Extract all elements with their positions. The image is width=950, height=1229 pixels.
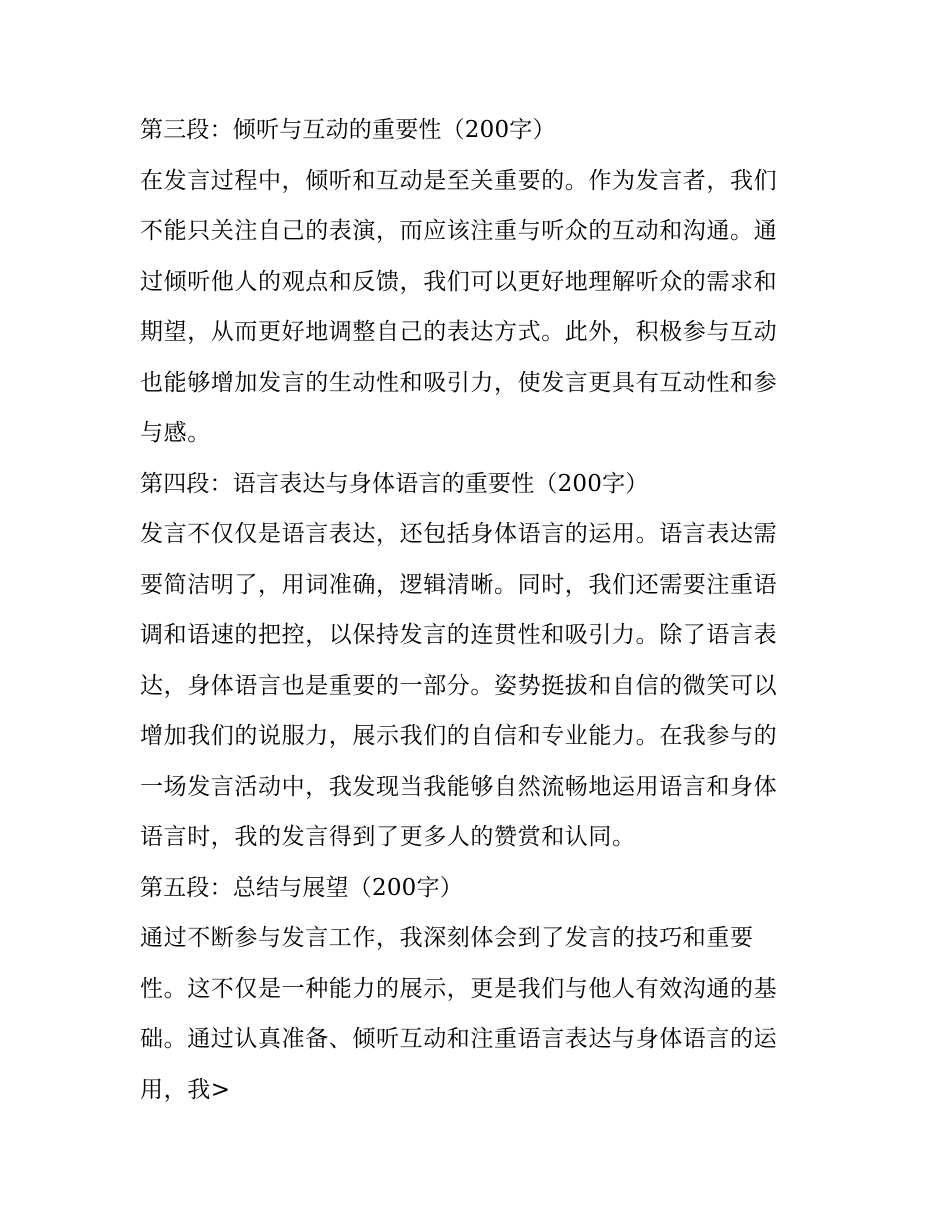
paragraph-line: 在发言过程中，倾听和互动是至关重要的。作为发言者，我们	[140, 167, 778, 194]
section-heading: 第四段：语言表达与身体语言的重要性（200字）	[140, 470, 649, 497]
paragraph-line: 发言不仅仅是语言表达，还包括身体语言的运用。语言表达需	[140, 521, 778, 547]
paragraph-line: 不能只关注自己的表演，而应该注重与听众的互动和沟通。通	[140, 218, 778, 244]
paragraph-line: 一场发言活动中，我发现当我能够自然流畅地运用语言和身体	[140, 773, 778, 800]
section-4	[140, 459, 820, 863]
section-5	[140, 863, 820, 1116]
paragraph-line: 要简洁明了，用词准确，逻辑清晰。同时，我们还需要注重语	[140, 571, 778, 598]
section-heading: 第三段：倾听与互动的重要性（200字）	[140, 117, 556, 143]
paragraph-line: 增加我们的说服力，展示我们的自信和专业能力。在我参与的	[140, 723, 778, 749]
paragraph-line: 达，身体语言也是重要的一部分。姿势挺拔和自信的微笑可以	[140, 672, 778, 699]
paragraph-line: 过倾听他人的观点和反馈，我们可以更好地理解听众的需求和	[140, 268, 778, 295]
section-heading: 第五段：总结与展望（200字）	[140, 874, 463, 901]
paragraph-line: 期望，从而更好地调整自己的表达方式。此外，积极参与互动	[140, 319, 778, 345]
document-page	[140, 105, 820, 1115]
paragraph-line: 也能够增加发言的生动性和吸引力，使发言更具有互动性和参	[140, 369, 778, 396]
paragraph-line: 础。通过认真准备、倾听互动和注重语言表达与身体语言的运	[140, 1026, 778, 1052]
paragraph-line: 通过不断参与发言工作，我深刻体会到了发言的技巧和重要	[140, 925, 754, 951]
paragraph-line: 性。这不仅是一种能力的展示，更是我们与他人有效沟通的基	[140, 975, 778, 1002]
paragraph-line: 用，我>	[140, 1076, 231, 1103]
paragraph-line: 语言时，我的发言得到了更多人的赞赏和认同。	[140, 824, 636, 850]
paragraph-line: 调和语速的把控，以保持发言的连贯性和吸引力。除了语言表	[140, 622, 778, 648]
section-3	[140, 105, 820, 459]
paragraph-line: 与感。	[140, 420, 211, 446]
